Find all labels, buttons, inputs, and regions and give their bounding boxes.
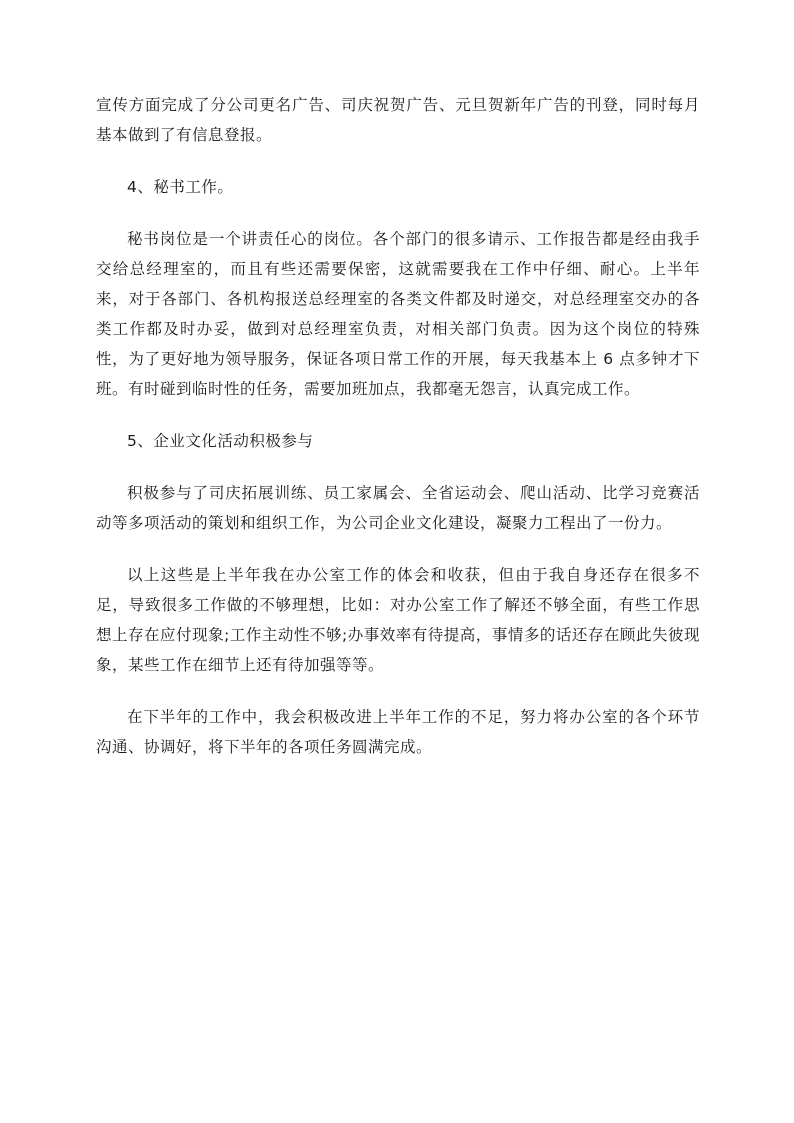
section-heading-culture: 5、企业文化活动积极参与 bbox=[127, 432, 314, 450]
paragraph-summary: 以上这些是上半年我在办公室工作的体会和收获，但由于我自身还存在很多不足，导致很多工作做的不够理想，比如：对办公室工作了解还不够全面，有些工作思想上存在应付现象;工作主动性不够;办事效率有待提高，事情多的话还存在顾此失彼现象，某些工作在细节上还有待加强等等。 bbox=[96, 566, 700, 674]
document-page bbox=[96, 90, 700, 784]
paragraph-publicity: 宣传方面完成了分公司更名广告、司庆祝贺广告、元旦贺新年广告的刊登，同时每月基本做到了有信息登报。 bbox=[96, 96, 700, 144]
paragraph-culture: 积极参与了司庆拓展训练、员工家属会、全省运动会、爬山活动、比学习竞赛活动等多项活动的策划和组织工作，为公司企业文化建设，凝聚力工程出了一份力。 bbox=[96, 484, 700, 532]
paragraph-plan: 在下半年的工作中，我会积极改进上半年工作的不足，努力将办公室的各个环节沟通、协调好，将下半年的各项任务圆满完成。 bbox=[96, 708, 700, 756]
paragraph-secretary: 秘书岗位是一个讲责任心的岗位。各个部门的很多请示、工作报告都是经由我手交给总经理室的，而且有些还需要保密，这就需要我在工作中仔细、耐心。上半年来，对于各部门、各机构报送总经理室的各类文件都及时递交，对总经理室交办的各类工作都及时办妥，做到对总经理室负责，对相关部门负责。因为这个岗位的特殊性，为了更好地为领导服务，保证各项日常工作的开展，每天我基本上 6 点多钟才下班。有时碰到临时性的任务，需要加班加点，我都毫无怨言，认真完成工作。 bbox=[96, 230, 700, 398]
section-heading-secretary: 4、秘书工作。 bbox=[127, 178, 234, 196]
